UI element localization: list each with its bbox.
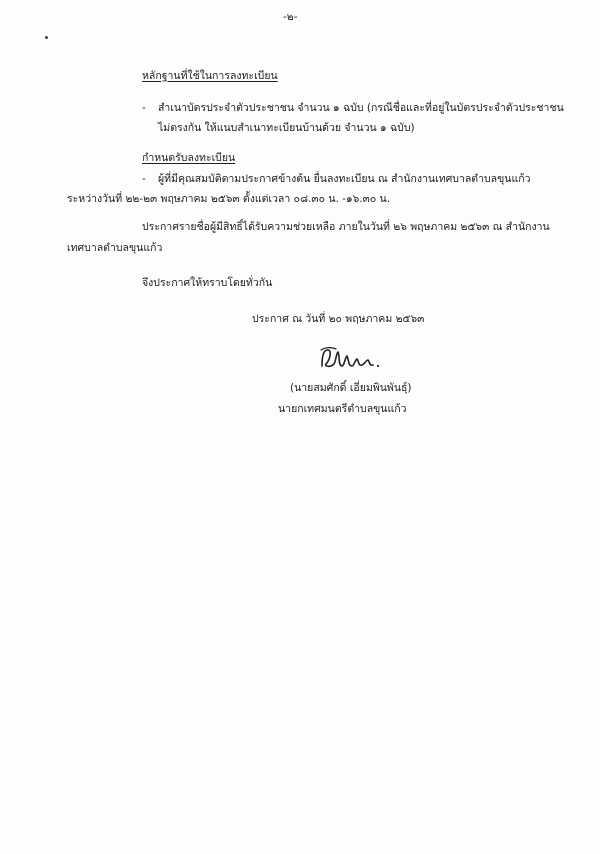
evidence-heading: หลักฐานที่ใช้ในการลงทะเบียน — [142, 70, 278, 82]
evidence-line-2: ไม่ตรงกัน ให้แนบสำเนาทะเบียนบ้านด้วย จำนวน ๑ ฉบับ) — [158, 122, 415, 134]
evidence-line-1: สำเนาบัตรประจำตัวประชาชน จำนวน ๑ ฉบับ (กรณีชื่อและที่อยู่ในบัตรประจำตัวประชาชน — [158, 102, 564, 114]
page-number: -๒- — [283, 11, 298, 23]
announce-line-2: เทศบาลตำบลขุนแก้ว — [67, 242, 163, 254]
signer-name: (นายสมศักดิ์ เอี่ยมพินพันธุ์) — [290, 382, 412, 394]
signer-title: นายกเทศมนตรีตำบลขุนแก้ว — [278, 403, 407, 415]
announce-line-1: ประกาศรายชื่อผู้มีสิทธิ์ได้รับความช่วยเหลือ ภายในวันที่ ๒๖ พฤษภาคม ๒๕๖๓ ณ สำนักงาน — [142, 221, 550, 233]
evidence-bullet: - — [142, 102, 146, 114]
schedule-line-2: ระหว่างวันที่ ๒๒-๒๓ พฤษภาคม ๒๕๖๓ ตั้งแต่เวลา ๐๘.๓๐ น. -๑๖.๓๐ น. — [67, 193, 391, 205]
announcement-date: ประกาศ ณ วันที่ ๒๐ พฤษภาคม ๒๕๖๓ — [252, 313, 425, 325]
handwritten-signature — [318, 344, 390, 374]
closing-statement: จึงประกาศให้ทราบโดยทั่วกัน — [142, 277, 273, 289]
schedule-bullet: - — [142, 173, 146, 185]
stray-mark — [45, 36, 48, 39]
schedule-line-1: ผู้ที่มีคุณสมบัติตามประกาศข้างต้น ยื่นลงทะเบียน ณ สำนักงานเทศบาลตำบลขุนแก้ว — [158, 173, 531, 185]
schedule-heading: กำหนดรับลงทะเบียน — [142, 152, 236, 164]
